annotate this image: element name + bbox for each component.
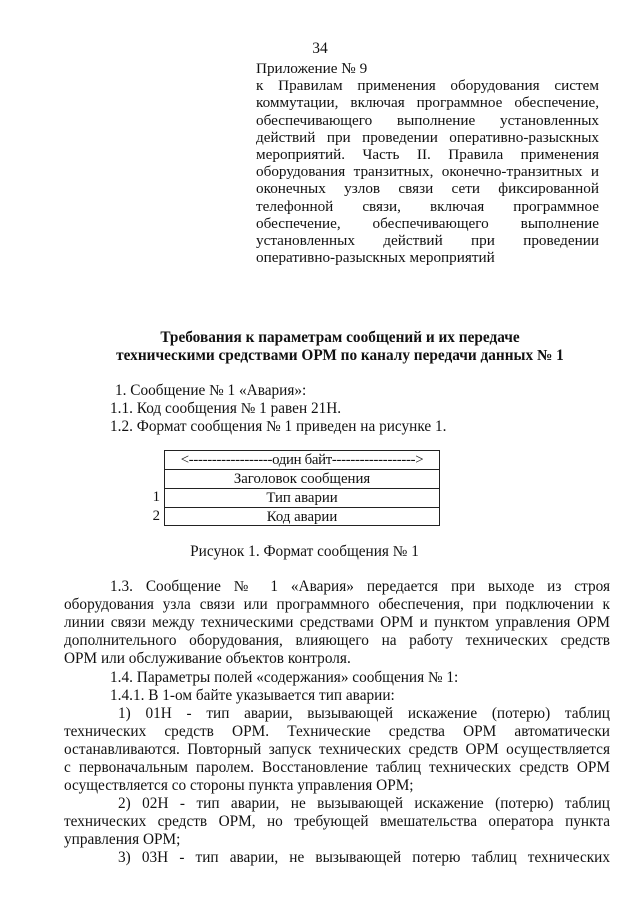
list-item-line: останавливаются. Повторный запуск технических средств ОРМ осуществляется	[64, 741, 610, 758]
figure-header-row	[140, 469, 450, 488]
appendix-line: оконечных узлов связи сети фиксированной	[256, 180, 599, 198]
paragraph-line: линии связи между техническими средствами ОРМ и пунктом управления ОРМ	[64, 614, 610, 631]
paragraph-line-last: ОРМ или обслуживание объектов контроля.	[64, 650, 351, 667]
list-item-line-last: управления ОРМ;	[64, 831, 181, 848]
figure-row	[140, 507, 450, 526]
figure-caption: Рисунок 1. Формат сообщения № 1	[190, 543, 419, 560]
appendix-line: мероприятий. Часть II. Правила применения	[256, 146, 599, 164]
page-number: 34	[312, 40, 328, 57]
list-item-line: технических средств ОРМ, но требующей вмешательства оператора пункта	[64, 813, 610, 830]
item-1-4-1: 1.4.1. В 1-ом байте указывается тип аварии:	[110, 687, 395, 704]
list-item-line: 1) 01H - тип аварии, вызывающей искажение (потерю) таблиц	[118, 705, 610, 722]
list-item-line-last: осуществляется со стороны пункта управления ОРМ;	[64, 777, 414, 794]
list-item-line: 3) 03H - тип аварии, не вызывающей потерю таблиц технических	[118, 849, 610, 866]
item-1: 1. Сообщение № 1 «Авария»:	[115, 382, 307, 399]
title-line-1: Требования к параметрам сообщений и их передаче	[160, 329, 520, 346]
figure-byte-row	[140, 450, 450, 469]
section-title	[40, 329, 640, 365]
appendix-line: обеспечение, обеспечивающего выполнение	[256, 214, 599, 232]
paragraph-line: 1.3. Сообщение № 1 «Авария» передается при выходе из строя	[110, 578, 610, 595]
paragraph-line: дополнительного оборудования, влияющего на работу технических средств	[64, 632, 610, 649]
row-index: 1	[152, 489, 160, 505]
item-1-2: 1.2. Формат сообщения № 1 приведен на рисунке 1.	[110, 418, 447, 435]
list-item-line: 2) 02H - тип аварии, не вызывающей искажение (потерю) таблиц	[118, 795, 610, 812]
item-1-1: 1.1. Код сообщения № 1 равен 21H.	[110, 400, 342, 417]
figure-header-cell: Заголовок сообщения	[164, 469, 440, 488]
appendix-line: к Правилам применения оборудования систем	[256, 77, 599, 95]
byte-label: <------------------один байт------------------>	[164, 450, 440, 469]
appendix-number: Приложение № 9	[256, 60, 368, 77]
paragraph-line: оборудования узла связи или программного обеспечения, при подключении к	[64, 596, 610, 613]
list-item-line: технических средств ОРМ. Технические средства ОРМ автоматически	[64, 723, 610, 740]
appendix-line: действий при проведении оперативно-разыскных	[256, 128, 599, 146]
appendix-header	[256, 60, 599, 266]
row-index: 2	[152, 508, 160, 524]
appendix-line: обеспечивающего выполнение установленных	[256, 111, 599, 129]
list-item-line: с первоначальным паролем. Восстановление таблиц технических средств ОРМ	[64, 759, 610, 776]
title-line-2: техническими средствами ОРМ по каналу передачи данных № 1	[116, 347, 564, 364]
appendix-line: телефонной связи, включая программное	[256, 197, 599, 215]
item-1-4: 1.4. Параметры полей «содержания» сообщения № 1:	[110, 669, 459, 686]
appendix-line: коммутации, включая программное обеспечение,	[256, 94, 599, 112]
appendix-line: оборудования транзитных, оконечно-транзитных и	[256, 163, 599, 181]
appendix-line: установленных действий при проведении	[256, 232, 599, 250]
figure-row	[140, 488, 450, 507]
appendix-line-last: оперативно-разыскных мероприятий	[256, 249, 495, 267]
message-format-figure	[140, 450, 450, 526]
figure-cell: Код аварии	[164, 507, 440, 526]
figure-cell: Тип аварии	[164, 488, 440, 507]
